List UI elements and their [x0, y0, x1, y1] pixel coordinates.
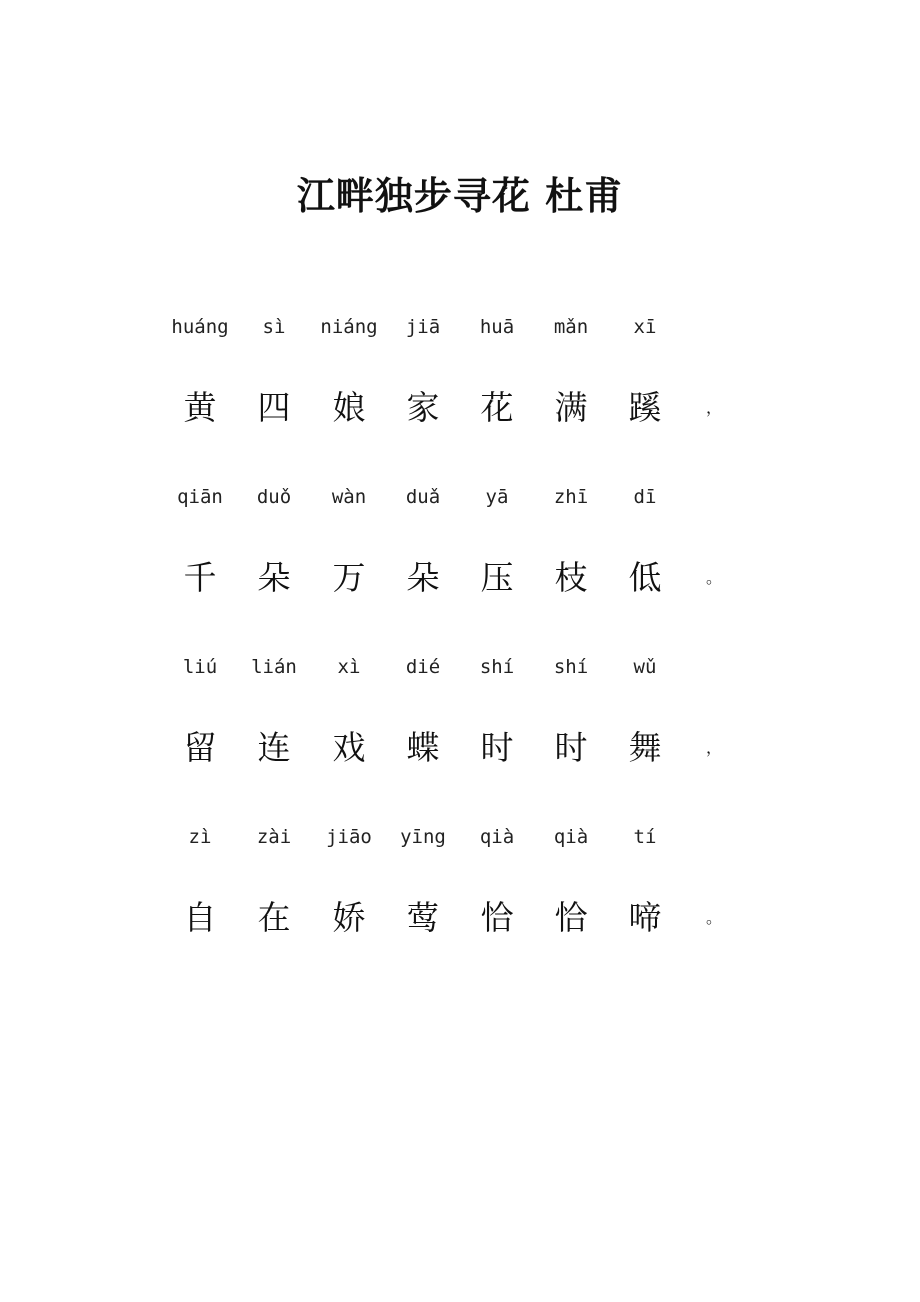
pinyin-syllable: shí	[553, 656, 589, 678]
hanzi-character: 千	[183, 558, 217, 597]
punctuation-mark: ，	[705, 398, 722, 417]
pinyin-syllable: liú	[182, 656, 218, 678]
hanzi-character: 戏	[332, 728, 366, 767]
hanzi-character: 家	[406, 388, 440, 427]
hanzi-character: 四	[257, 388, 291, 427]
hanzi-character: 朵	[406, 558, 440, 597]
poem-title: 江畔独步寻花 杜甫	[296, 174, 624, 218]
hanzi-character: 娇	[332, 898, 366, 937]
pinyin-syllable: qià	[479, 826, 515, 848]
pinyin-syllable: qià	[553, 826, 589, 848]
hanzi-character: 留	[183, 728, 217, 767]
hanzi-character: 花	[480, 388, 514, 427]
pinyin-syllable: huā	[479, 316, 515, 338]
pinyin-syllable: xī	[633, 316, 657, 338]
pinyin-syllable: zhī	[553, 486, 589, 508]
pinyin-syllable: yīng	[400, 826, 446, 848]
hanzi-character: 时	[554, 728, 588, 767]
hanzi-character: 自	[183, 898, 217, 937]
hanzi-character: 娘	[332, 388, 366, 427]
punctuation-mark: ，	[705, 738, 722, 757]
hanzi-character: 黄	[183, 388, 217, 427]
punctuation-mark: 。	[705, 568, 722, 587]
pinyin-syllable: duǒ	[256, 486, 292, 508]
hanzi-row	[0, 550, 920, 610]
hanzi-character: 在	[257, 898, 291, 937]
pinyin-syllable: wàn	[331, 486, 367, 508]
hanzi-character: 压	[480, 558, 514, 597]
pinyin-syllable: mǎn	[553, 316, 589, 338]
hanzi-character: 朵	[257, 558, 291, 597]
hanzi-row	[0, 380, 920, 440]
pinyin-syllable: tí	[633, 826, 657, 848]
pinyin-syllable: wǔ	[633, 656, 657, 678]
pinyin-syllable: niáng	[320, 316, 378, 338]
hanzi-character: 时	[480, 728, 514, 767]
pinyin-syllable: qiān	[177, 486, 223, 508]
punctuation-mark: 。	[705, 908, 722, 927]
hanzi-character: 蹊	[628, 388, 662, 427]
hanzi-character: 低	[628, 558, 662, 597]
pinyin-syllable: dié	[405, 656, 441, 678]
hanzi-character: 恰	[480, 898, 514, 937]
pinyin-row	[0, 308, 920, 348]
pinyin-syllable: shí	[479, 656, 515, 678]
hanzi-character: 满	[554, 388, 588, 427]
hanzi-row	[0, 720, 920, 780]
pinyin-syllable: yā	[485, 486, 509, 508]
pinyin-syllable: sì	[262, 316, 286, 338]
pinyin-row	[0, 648, 920, 688]
hanzi-character: 莺	[406, 898, 440, 937]
pinyin-syllable: jiāo	[326, 826, 372, 848]
hanzi-character: 恰	[554, 898, 588, 937]
pinyin-syllable: zì	[188, 826, 212, 848]
pinyin-syllable: duǎ	[405, 486, 441, 508]
hanzi-character: 枝	[554, 558, 588, 597]
hanzi-character: 连	[257, 728, 291, 767]
hanzi-character: 舞	[628, 728, 662, 767]
pinyin-syllable: dī	[633, 486, 657, 508]
hanzi-character: 万	[332, 558, 366, 597]
pinyin-row	[0, 478, 920, 518]
pinyin-syllable: jiā	[405, 316, 441, 338]
pinyin-syllable: zài	[256, 826, 292, 848]
hanzi-row	[0, 890, 920, 950]
pinyin-syllable: xì	[337, 656, 361, 678]
hanzi-character: 蝶	[406, 728, 440, 767]
pinyin-syllable: lián	[251, 656, 297, 678]
pinyin-syllable: huáng	[171, 316, 229, 338]
pinyin-row	[0, 818, 920, 858]
hanzi-character: 啼	[628, 898, 662, 937]
